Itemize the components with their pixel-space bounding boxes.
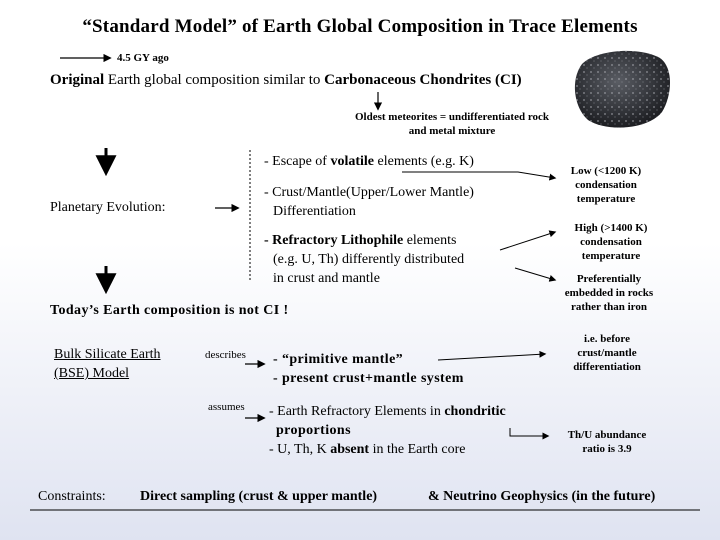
high-temp-line3: temperature [581, 250, 641, 262]
embedded-line3: rather than iron [571, 301, 647, 313]
before-diff-line1: i.e. before [584, 333, 630, 345]
constraints-direct: Direct sampling (crust & upper mantle) [140, 489, 378, 504]
distributed-arrow-icon [515, 268, 555, 280]
note-low-temp [556, 164, 656, 206]
crust-line1: - Crust/Mantle(Upper/Lower Mantle) [264, 185, 474, 200]
original-rest: Earth global composition similar to [104, 72, 325, 88]
meteorite-note-line1: Oldest meteorites = undifferentiated rock [354, 111, 550, 123]
note-embedded [554, 272, 664, 314]
original-word: Original [50, 72, 105, 88]
refractory-post: elements [403, 233, 457, 248]
original-line [50, 72, 522, 89]
assumes-line3-post: in the Earth core [369, 442, 466, 457]
page-title: “Standard Model” of Earth Global Composition in Trace Elements [82, 16, 638, 37]
assumes-bold: chondritic [444, 404, 506, 419]
describes-label: describes [205, 349, 246, 361]
high-temp-line2: condensation [580, 236, 642, 248]
before-diff-line3: differentiation [573, 361, 641, 373]
before-diff-line2: crust/mantle [577, 347, 637, 359]
describes-line1: - “primitive mantle” [273, 352, 404, 367]
note-ratio [555, 428, 659, 456]
escape-pre: - Escape of [264, 154, 331, 169]
escape-post: elements (e.g. K) [374, 154, 474, 169]
crust-line2: Differentiation [273, 204, 356, 219]
assumes-line3-bold: absent [330, 442, 370, 457]
ratio-line2: ratio is 3.9 [582, 443, 632, 455]
bullet-refractory [264, 231, 464, 288]
bullet-escape [264, 154, 474, 170]
high-temp-line1: High (>1400 K) [574, 222, 648, 234]
meteorite-image [568, 42, 676, 134]
describes-list [273, 350, 464, 388]
embedded-line2: embedded in rocks [564, 287, 654, 299]
meteorite-note [343, 110, 561, 138]
note-before-diff [552, 332, 662, 374]
constraints-label: Constraints: [38, 489, 106, 504]
refractory-bold: - Refractory Lithophile [264, 233, 404, 248]
constraints-neutrino: & Neutrino Geophysics (in the future) [428, 489, 656, 504]
low-temp-line1: Low (<1200 K) [570, 165, 642, 177]
ratio-arrow-icon [510, 428, 548, 436]
assumes-label: assumes [208, 401, 245, 413]
today-line: Today’s Earth composition is not CI ! [50, 303, 289, 318]
refractory-arrow-icon [500, 232, 555, 250]
bullet-crust [264, 183, 474, 221]
refractory-line2: (e.g. U, Th) differently distributed [273, 252, 465, 267]
meteorite-note-line2: and metal mixture [408, 125, 496, 137]
age-label: 4.5 GY ago [117, 52, 169, 64]
assumes-list [269, 402, 506, 459]
bse-line2: (BSE) Model [54, 366, 130, 381]
bse-line1: Bulk Silicate Earth [54, 347, 161, 362]
refractory-line3: in crust and mantle [273, 271, 380, 286]
volatile-arrow-icon [402, 172, 555, 178]
planetary-label: Planetary Evolution: [50, 200, 166, 215]
describes-line2: - present crust+mantle system [273, 371, 464, 386]
embedded-line1: Preferentially [576, 273, 642, 285]
note-high-temp [556, 221, 666, 263]
ratio-line1: Th/U abundance [567, 429, 647, 441]
bse-model-title [54, 345, 161, 383]
assumes-line3-pre: - U, Th, K [269, 442, 331, 457]
assumes-line2: proportions [276, 423, 351, 438]
escape-bold: volatile [330, 154, 375, 169]
low-temp-line2: condensation [575, 179, 637, 191]
carbonaceous-text: Carbonaceous Chondrites (CI) [324, 72, 522, 88]
low-temp-line3: temperature [576, 193, 636, 205]
assumes-pre: - Earth Refractory Elements in [269, 404, 445, 419]
